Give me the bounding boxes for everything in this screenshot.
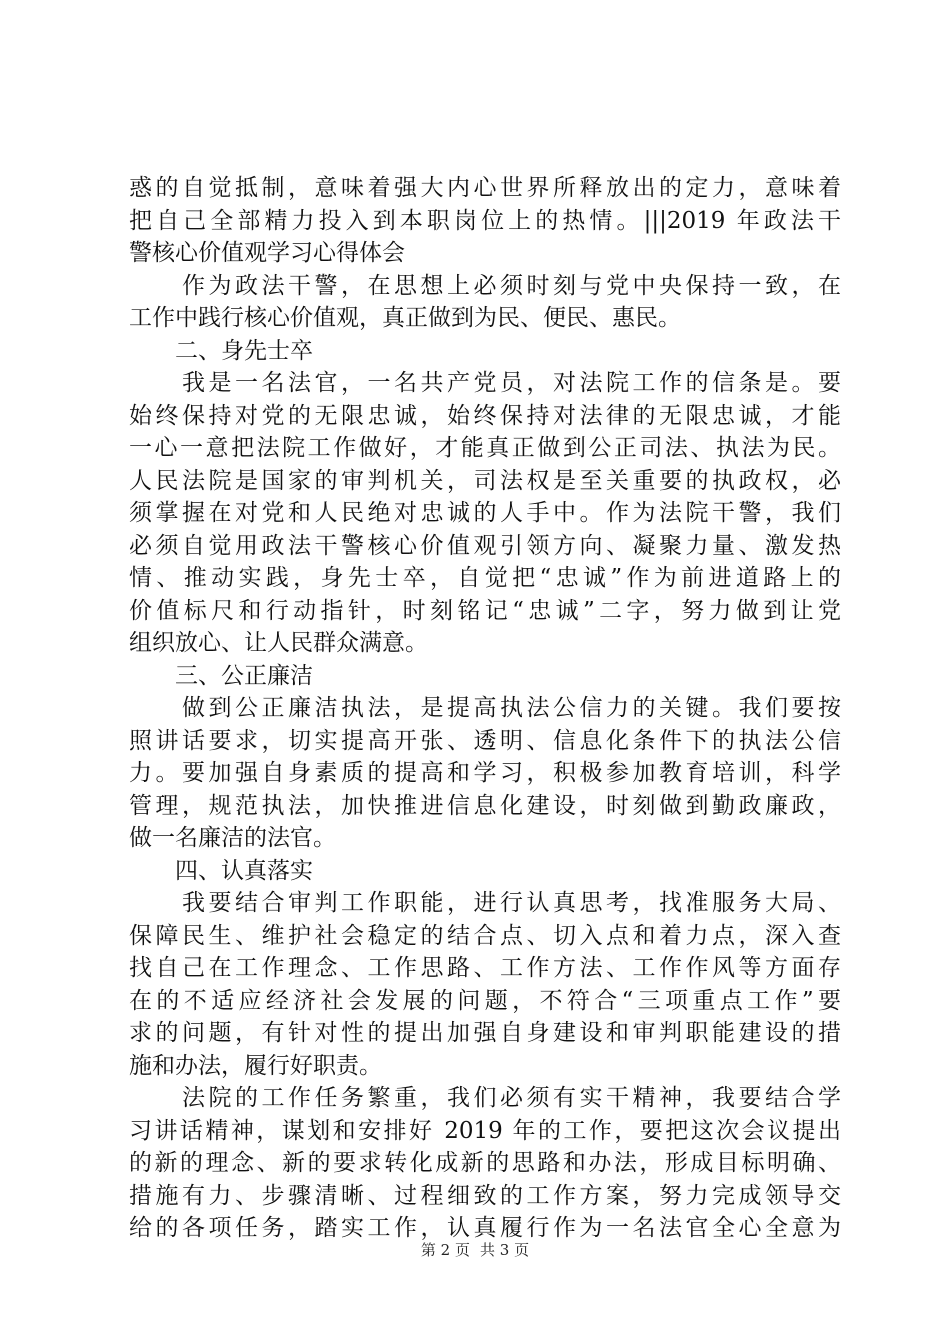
text-line: 须掌握在对党和人民绝对忠诚的人手中。作为法院干警，我们: [129, 500, 841, 526]
text-line: 工作中践行核心价值观，真正做到为民、便民、惠民。: [129, 305, 681, 331]
text-line: 的新的理念、新的要求转化成新的思路和办法，形成目标明确、: [129, 1150, 841, 1176]
text-line: 警核心价值观学习心得体会: [129, 240, 405, 266]
page-footer: [0, 1240, 950, 1260]
text-line: 四、认真落实: [129, 857, 313, 884]
text-line: 价值标尺和行动指针，时刻铭记“忠诚”二字，努力做到让党: [129, 597, 841, 624]
text-line: 施和办法，履行好职责。: [129, 1052, 382, 1079]
text-line: 三、公正廉洁: [129, 662, 313, 689]
text-line: 力。要加强自身素质的提高和学习，积极参加教育培训，科学: [129, 760, 841, 786]
page-number: 第 2 页: [420, 1241, 470, 1259]
text-line: 照讲话要求，切实提高开张、透明、信息化条件下的执法公信: [129, 727, 841, 754]
text-line: 必须自觉用政法干警核心价值观引领方向、凝聚力量、激发热: [129, 532, 841, 559]
text-line: 在的不适应经济社会发展的问题，不符合“三项重点工作”要: [129, 987, 841, 1014]
text-line: 法院的工作任务繁重，我们必须有实干精神，我要结合学: [129, 1085, 841, 1111]
text-line: 给的各项任务，踏实工作，认真履行作为一名法官全心全意为: [129, 1215, 841, 1241]
text-line: 组织放心、让人民群众满意。: [129, 630, 428, 656]
text-line: 我要结合审判工作职能，进行认真思考，找准服务大局、: [129, 890, 841, 916]
document-body: [129, 172, 841, 1245]
text-line: 管理，规范执法，加快推进信息化建设，时刻做到勤政廉政，: [129, 792, 841, 819]
text-line: 二、身先士卒: [129, 337, 313, 364]
text-line: 人民法院是国家的审判机关，司法权是至关重要的执政权，必: [129, 467, 841, 494]
text-line: 保障民生、维护社会稳定的结合点、切入点和着力点，深入查: [129, 922, 841, 949]
text-line: 始终保持对党的无限忠诚，始终保持对法律的无限忠诚，才能: [129, 402, 841, 429]
text-line: 措施有力、步骤清晰、过程细致的工作方案，努力完成领导交: [129, 1182, 841, 1209]
text-line: 作为政法干警，在思想上必须时刻与党中央保持一致，在: [129, 272, 841, 299]
text-line: 做到公正廉洁执法，是提高执法公信力的关键。我们要按: [129, 695, 841, 721]
text-line: 求的问题，有针对性的提出加强自身建设和审判职能建设的措: [129, 1020, 841, 1046]
text-line: 找自己在工作理念、工作思路、工作方法、工作作风等方面存: [129, 955, 841, 981]
text-line: 一心一意把法院工作做好，才能真正做到公正司法、执法为民。: [129, 435, 841, 461]
text-line: 惑的自觉抵制，意味着强大内心世界所释放出的定力，意味着: [129, 175, 841, 201]
text-line: 我是一名法官，一名共产党员，对法院工作的信条是。要: [129, 370, 841, 396]
text-line: 把自己全部精力投入到本职岗位上的热情。|||2019 年政法干: [129, 207, 841, 234]
page-total: 共 3 页: [480, 1241, 530, 1259]
text-line: 做一名廉洁的法官。: [129, 825, 336, 851]
text-line: 习讲话精神，谋划和安排好 2019 年的工作，要把这次会议提出: [129, 1117, 841, 1144]
text-line: 情、推动实践，身先士卒，自觉把“忠诚”作为前进道路上的: [129, 565, 841, 591]
